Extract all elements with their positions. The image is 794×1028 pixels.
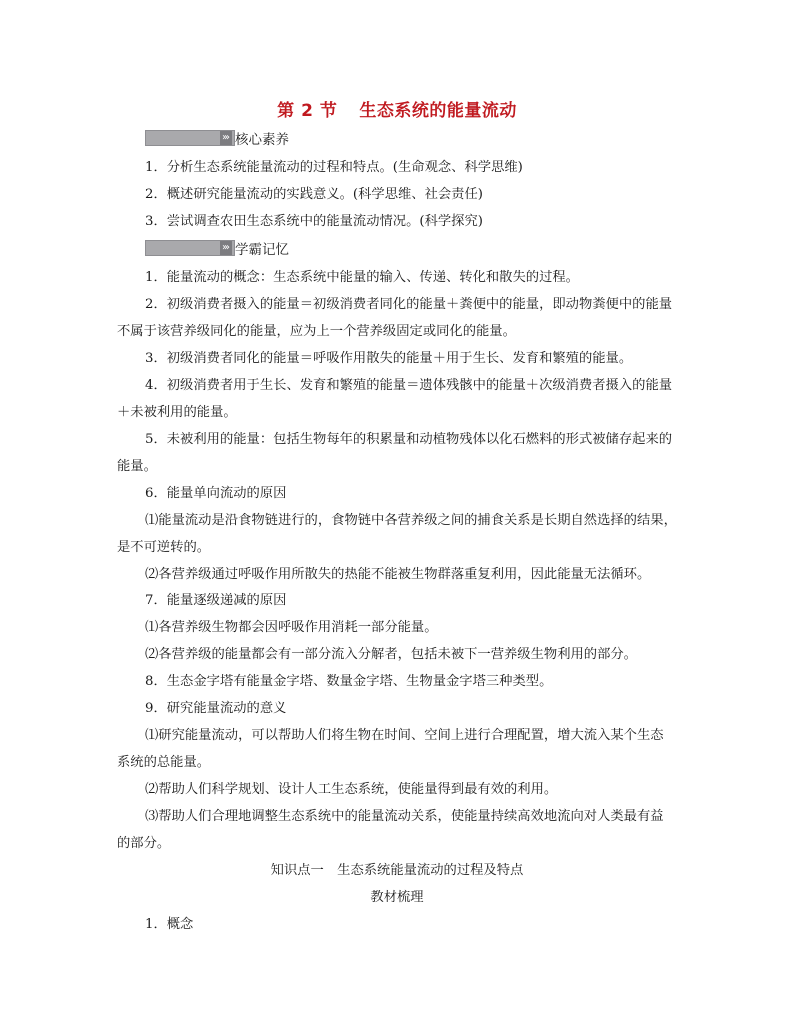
chevron-right-icon: ››› [220, 131, 232, 145]
memory-header [145, 239, 289, 257]
memory-paragraph-6-1: ⑴能量流动是沿食物链进行的，食物链中各营养级之间的捕食关系是长期自然选择的结果， [145, 513, 677, 528]
memory-paragraph-4-cont: ＋未被利用的能量。 [117, 405, 237, 420]
core-item-1: 1．分析生态系统能量流动的过程和特点。(生命观念、科学思维) [145, 160, 523, 175]
section-name: 生态系统的能量流动 [359, 101, 517, 121]
memory-paragraph-2: 2．初级消费者摄入的能量＝初级消费者同化的能量＋粪便中的能量，即动物粪便中的能量 [145, 297, 673, 312]
memory-paragraph-3: 3．初级消费者同化的能量＝呼吸作用散失的能量＋用于生长、发育和繁殖的能量。 [145, 351, 633, 366]
memory-paragraph-2-cont: 不属于该营养级同化的能量，应为上一个营养级固定或同化的能量。 [117, 324, 516, 339]
memory-paragraph-9-3: ⑶帮助人们合理地调整生态系统中的能量流动关系，使能量持续高效地流向对人类最有益 [145, 809, 664, 824]
memory-paragraph-6: 6．能量单向流动的原因 [145, 486, 287, 501]
memory-paragraph-9-3-cont: 的部分。 [117, 836, 171, 851]
memory-paragraph-8: 8．生态金字塔有能量金字塔、数量金字塔、生物量金字塔三种类型。 [145, 674, 553, 689]
knowledge-point-heading: 知识点一 生态系统能量流动的过程及特点 [270, 863, 524, 878]
memory-paragraph-5-cont: 能量。 [117, 459, 157, 474]
memory-paragraph-9: 9．研究能量流动的意义 [145, 701, 287, 716]
memory-paragraph-7-1: ⑴各营养级生物都会因呼吸作用消耗一部分能量。 [145, 620, 438, 635]
memory-paragraph-4: 4．初级消费者用于生长、发育和繁殖的能量＝遗体残骸中的能量＋次级消费者摄入的能量 [145, 378, 673, 393]
memory-label: 学霸记忆 [235, 242, 289, 258]
memory-paragraph-6-2: ⑵各营养级通过呼吸作用所散失的热能不能被生物群落重复利用，因此能量无法循环。 [145, 567, 651, 582]
textbook-review-heading: 教材梳理 [370, 890, 424, 905]
memory-paragraph-5: 5．未被利用的能量：包括生物每年的积累量和动植物残体以化石燃料的形式被储存起来的 [145, 432, 673, 447]
concept-item: 1．概念 [145, 917, 194, 932]
memory-paragraph-9-2: ⑵帮助人们科学规划、设计人工生态系统，使能量得到最有效的利用。 [145, 782, 558, 797]
memory-paragraph-1: 1．能量流动的概念：生态系统中能量的输入、传递、转化和散失的过程。 [145, 270, 579, 285]
memory-paragraph-9-1: ⑴研究能量流动，可以帮助人们将生物在时间、空间上进行合理配置，增大流入某个生态 [145, 728, 664, 743]
memory-paragraph-9-1-cont: 系统的总能量。 [117, 755, 211, 770]
section-number: 第 2 节 [277, 101, 338, 121]
memory-paragraph-6-1-cont: 是不可逆转的。 [117, 540, 211, 555]
section-bar-decoration [145, 240, 235, 256]
page-title [0, 96, 794, 121]
core-item-2: 2．概述研究能量流动的实践意义。(科学思维、社会责任) [145, 187, 483, 202]
chevron-right-icon: ››› [220, 241, 232, 255]
section-bar-decoration [145, 130, 235, 146]
core-literacy-label: 核心素养 [235, 132, 289, 148]
core-literacy-header [145, 129, 289, 147]
memory-paragraph-7-2: ⑵各营养级的能量都会有一部分流入分解者，包括未被下一营养级生物利用的部分。 [145, 647, 637, 662]
core-item-3: 3．尝试调查农田生态系统中的能量流动情况。(科学探究) [145, 214, 483, 229]
memory-paragraph-7: 7．能量逐级递减的原因 [145, 593, 287, 608]
